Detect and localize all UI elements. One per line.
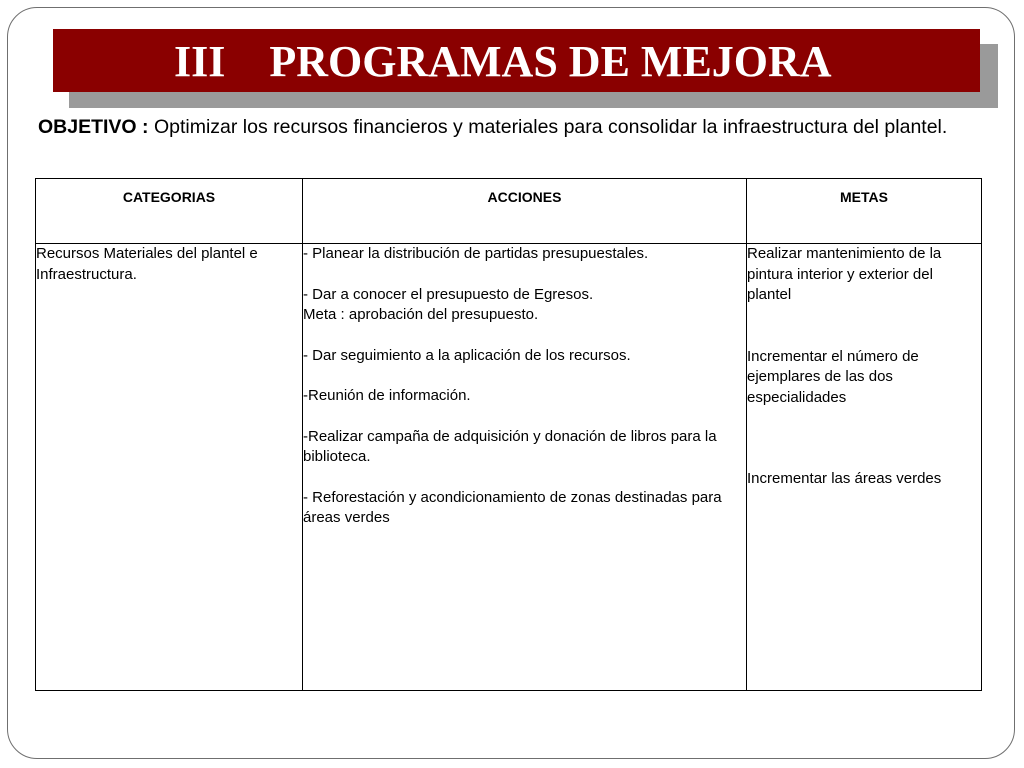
table-header-row: [36, 179, 982, 244]
objective-paragraph: [38, 114, 998, 141]
header-acciones: ACCIONES: [303, 179, 747, 244]
metas-cell: [747, 244, 982, 691]
accion-item: [303, 244, 746, 265]
meta-item: Incrementar las áreas verdes: [747, 470, 942, 487]
accion-line: - Planear la distribución de partidas presupuestales.: [303, 245, 649, 262]
slide-title: III PROGRAMAS DE MEJORA: [53, 29, 980, 92]
accion-item: [303, 285, 746, 326]
table-row: [36, 244, 982, 691]
accion-item: [303, 386, 746, 407]
accion-meta-line: Meta : aprobación del presupuesto.: [303, 306, 539, 323]
meta-item: Realizar mantenimiento de la pintura interior y exterior del plantel: [747, 245, 942, 303]
accion-item: [303, 488, 746, 529]
accion-item: [303, 346, 746, 367]
accion-line: - Reforestación y acondicionamiento de zonas destinadas para áreas verdes: [303, 488, 722, 526]
improvement-plan-table: [35, 178, 982, 691]
header-categorias: CATEGORIAS: [36, 179, 303, 244]
accion-line: -Reunión de información.: [303, 387, 471, 404]
accion-line: -Realizar campaña de adquisición y donación de libros para la biblioteca.: [303, 427, 717, 465]
objective-text: Optimizar los recursos financieros y materiales para consolidar la infraestructura del plantel.: [148, 116, 948, 138]
acciones-cell: [303, 244, 747, 691]
categoria-cell: Recursos Materiales del plantel e Infraestructura.: [36, 244, 303, 691]
accion-line: - Dar a conocer el presupuesto de Egresos.: [303, 285, 594, 303]
header-metas: METAS: [747, 179, 982, 244]
accion-item: [303, 427, 746, 468]
meta-item: Incrementar el número de ejemplares de las dos especialidades: [747, 347, 919, 406]
objective-label: OBJETIVO :: [38, 116, 149, 138]
accion-line: - Dar seguimiento a la aplicación de los recursos.: [303, 346, 631, 364]
